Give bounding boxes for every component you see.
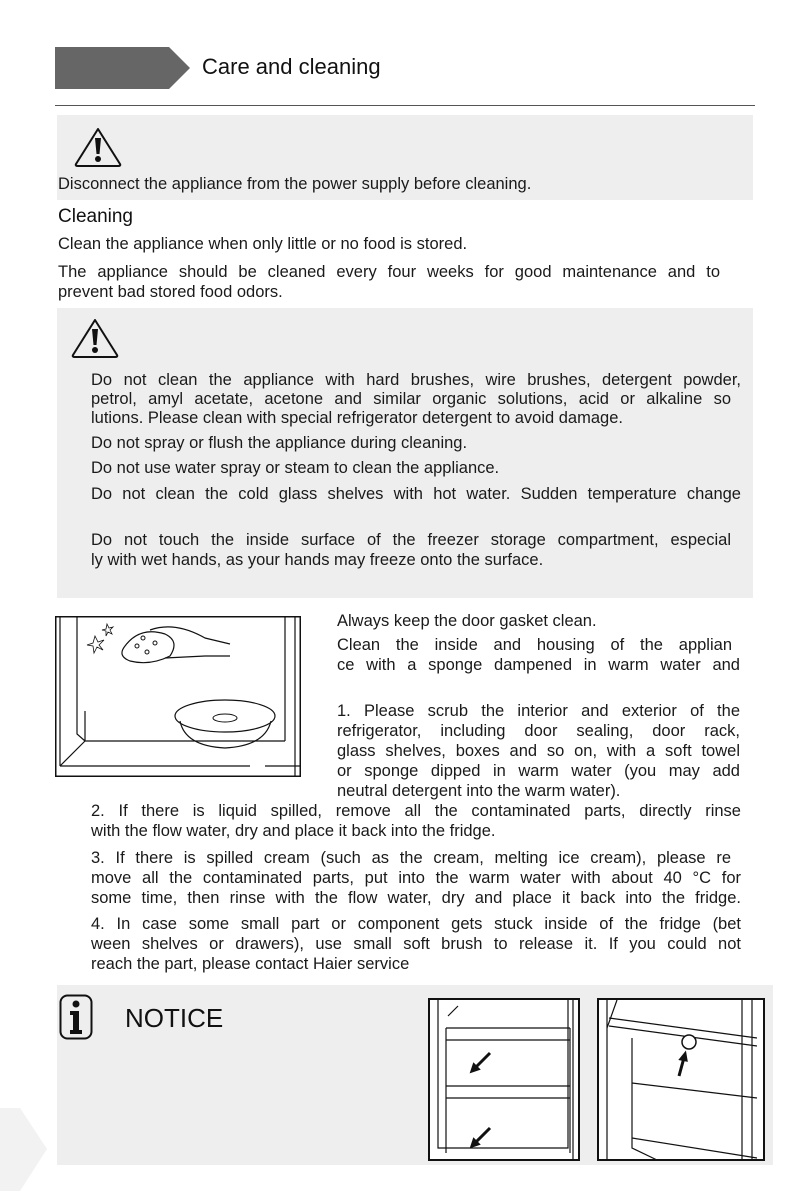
step-line: move all the contaminated parts, put into the warm water with about 40 °C for (91, 869, 741, 887)
info-icon (59, 994, 93, 1040)
page-corner-shape (0, 1108, 48, 1191)
notice-label: NOTICE (125, 1003, 224, 1033)
warning-line: petrol, amyl acetate, acetone and similar organic solutions, acid or alkaline so (91, 390, 731, 408)
step-line: ween shelves or drawers), use small soft brush to release it. If you could not (91, 935, 741, 953)
step-line: some time, then rinse with the flow water, dry and place it back into the fridge. (91, 889, 741, 907)
step-line: 4. In case some small part or component gets stuck inside of the fridge (bet (91, 915, 741, 933)
step-line: refrigerator, including door sealing, door rack, (337, 722, 740, 740)
warning-line: Do not clean the appliance with hard brushes, wire brushes, detergent powder, (91, 371, 741, 389)
warning-text: Disconnect the appliance from the power supply before cleaning. (58, 175, 532, 193)
step-line: glass shelves, boxes and so on, with a soft towel (337, 742, 740, 760)
step-line: with the flow water, dry and place it back into the fridge. (91, 822, 496, 840)
step-line: 3. If there is spilled cream (such as the cream, melting ice cream), please re (91, 849, 731, 867)
paragraph-line: prevent bad stored food odors. (58, 283, 283, 301)
warning-line: Do not use water spray or steam to clean the appliance. (91, 459, 500, 477)
warning-line: ly with wet hands, as your hands may freeze onto the surface. (91, 551, 544, 569)
warning-icon (70, 318, 120, 358)
freezer-drawers-illustration (428, 998, 580, 1161)
fridge-light-illustration (597, 998, 765, 1161)
warning-line: Do not clean the cold glass shelves with hot water. Sudden temperature change (91, 485, 741, 503)
paragraph-line: Always keep the door gasket clean. (337, 612, 597, 630)
step-line: neutral detergent into the warm water). (337, 782, 621, 800)
warning-line: lutions. Please clean with special refrigerator detergent to avoid damage. (91, 409, 623, 427)
paragraph-line: Clean the inside and housing of the applian (337, 636, 732, 654)
step-line: 2. If there is liquid spilled, remove all the contaminated parts, directly rinse (91, 802, 741, 820)
paragraph-line: ce with a sponge dampened in warm water and (337, 656, 740, 674)
warning-icon (73, 127, 123, 167)
page-title: Care and cleaning (202, 54, 381, 79)
paragraph-line: The appliance should be cleaned every four weeks for good maintenance and to (58, 263, 720, 281)
section-heading-cleaning: Cleaning (58, 206, 133, 227)
step-line: reach the part, please contact Haier service (91, 955, 410, 973)
warning-line: Do not spray or flush the appliance during cleaning. (91, 434, 468, 452)
warning-line: Do not touch the inside surface of the freezer storage compartment, especial (91, 531, 731, 549)
step-line: or sponge dipped in warm water (you may add (337, 762, 740, 780)
paragraph-line: Clean the appliance when only little or no food is stored. (58, 235, 468, 253)
cleaning-illustration (55, 616, 301, 777)
header-divider (55, 105, 755, 106)
section-tab-shape (55, 47, 191, 89)
step-line: 1. Please scrub the interior and exterior of the (337, 702, 740, 720)
